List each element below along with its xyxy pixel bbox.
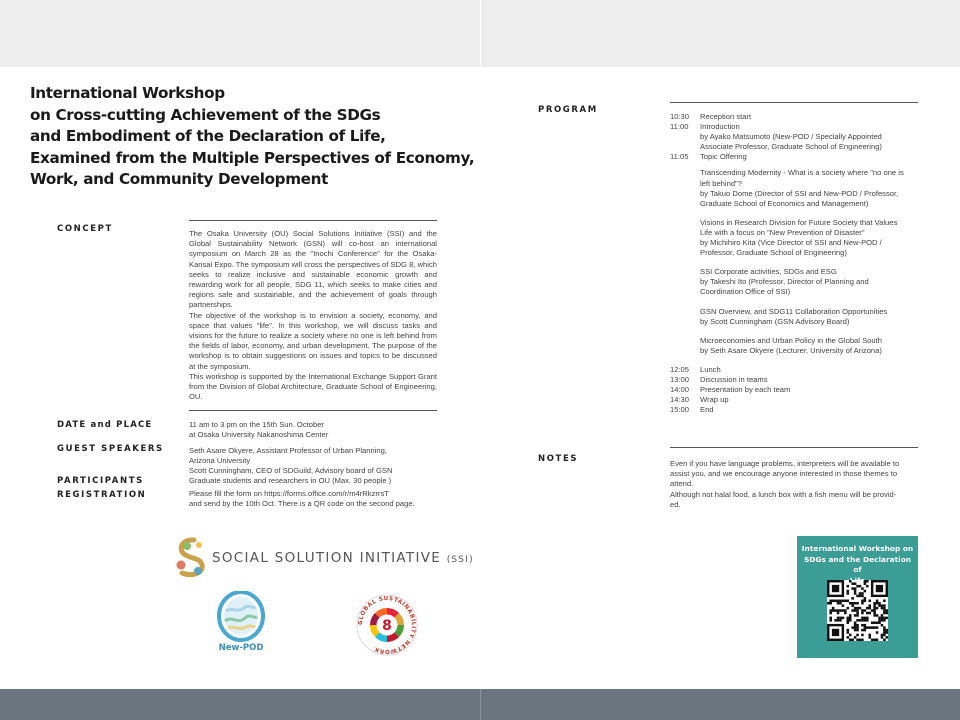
program-item (670, 375, 930, 385)
concept-paragraph: The Osaka University (OU) Social Solutions Initiative (SSI) and the Global Sustainability Network (GSN) will co-host an international symposium on March 28 as the "Inochi Conference" for the Osaka-Kansai Expo. The symposium will cross the perspectives of SDG 8, which seeks to realize inclusive and sustainable economic growth and rewarding work for all people, SDG 11, which seeks to make cities and regions safe and sustainable, and the achievement of goals through partnerships. (189, 229, 437, 310)
speaker-line: Arizona University (189, 456, 251, 466)
program-line: Professor, Graduate School of Engineering) (700, 248, 847, 258)
document-title (30, 83, 475, 191)
program-time: 12:05 (670, 364, 690, 374)
program-item (670, 152, 930, 162)
program-line: Topic Offering (700, 152, 747, 162)
program-item (670, 405, 930, 415)
notes-line: assist you, and we encourage anyone interested in those themes to (670, 469, 898, 479)
newpod-logo (212, 591, 270, 659)
program-line: by Ayako Matsumoto (New-POD / Specially Appointed (700, 132, 882, 142)
program-line: Wrap up (700, 395, 729, 405)
concept-body (189, 229, 437, 402)
place-line: at Osaka University Nakanoshima Center (189, 430, 329, 440)
speaker-line: Seth Asare Okyere, Assistant Professor of Urban Planning, (189, 446, 387, 455)
registration-text (189, 489, 459, 509)
notes-line: ed. (670, 499, 681, 509)
title-line: Work, and Community Development (30, 170, 328, 188)
program-time: 11:05 (670, 152, 689, 162)
date-line: 11 am to 3 pm on the 15th Sun. October (189, 420, 324, 429)
program-item (670, 395, 930, 405)
qr-code[interactable] (827, 580, 888, 641)
program-line: End (700, 405, 714, 415)
program-description (700, 375, 930, 385)
program-item (670, 385, 930, 395)
registration-line: and send by the 10th Oct. There is a QR code on the second page. (189, 499, 415, 509)
program-item (670, 307, 930, 327)
qr-card (797, 536, 918, 658)
program-time: 14:30 (670, 395, 690, 405)
gsn-number: 8 (382, 618, 392, 634)
program-line: Discussion in teams (700, 374, 768, 384)
notes-line: attend. (670, 479, 694, 489)
title-line: and Embodiment of the Declaration of Life, (30, 127, 386, 145)
program-line: by Scott Cunningham (GSN Advisory Board) (700, 316, 850, 326)
program-description (700, 267, 930, 297)
qr-title-line: International Workshop on (801, 544, 914, 553)
ssi-wordmark (212, 550, 474, 566)
program-description (700, 395, 930, 405)
title-line: on Cross-cutting Achievement of the SDGs (30, 105, 381, 124)
participants-text: Graduate students and researchers in OU (Max. 30 people ) (189, 476, 392, 485)
ssi-name: SOCIAL SOLUTION INITIATIVE (212, 550, 442, 566)
program-line: Reception start (700, 112, 752, 121)
notes-rule (670, 447, 918, 448)
newpod-label: New-POD (218, 643, 264, 653)
notes-line: Although not halal food, a lunch box with a fish menu will be provid- (670, 489, 897, 499)
program-line: Lunch (700, 364, 721, 374)
program-description (700, 385, 930, 395)
notes-label: NOTES (538, 454, 579, 464)
program-item (670, 168, 930, 208)
program-item (670, 218, 930, 258)
program-item (670, 336, 930, 356)
registration-line: Please fill the form on https://forms.office.com/r/m4rRkzrrsT (189, 489, 389, 498)
date-place-text (189, 420, 449, 440)
program-item (670, 365, 930, 375)
program-line: by Takeshi Ito (Professor, Director of Planning and (700, 277, 869, 287)
concept-label: CONCEPT (57, 224, 113, 234)
program-line: Introduction (700, 122, 740, 132)
title-line: International Workshop (30, 84, 225, 102)
program-schedule (670, 112, 930, 415)
program-line: Visions in Research Division for Future Society that Values (700, 217, 898, 227)
qr-title-line: SDGs and the Declaration of (803, 554, 912, 574)
program-time: 10:30 (670, 112, 690, 121)
guest-speakers-text (189, 446, 449, 477)
program-description (700, 122, 930, 152)
page-divider-bottom (480, 689, 481, 720)
program-line: Coordination Office of SSI) (700, 287, 791, 297)
program-item (670, 112, 930, 122)
program-item (670, 122, 930, 152)
program-line: GSN Overview, and SDG11 Collaboration Opportunities (700, 306, 888, 316)
date-rule (189, 410, 437, 411)
program-description (700, 152, 930, 162)
program-description (700, 218, 930, 258)
program-line: Associate Professor, Graduate School of Engineering) (700, 142, 882, 152)
program-item (670, 267, 930, 297)
speaker-line: Scott Cunningham, CEO of SDGuild, Advisory board of GSN (189, 466, 393, 476)
registration-label: REGISTRATION (57, 490, 147, 500)
program-line: Microeconomies and Urban Policy in the Global South (700, 335, 882, 345)
program-line: Graduate School of Economics and Management) (700, 198, 869, 208)
newpod-emblem-icon (212, 591, 270, 643)
program-description (700, 307, 930, 327)
guest-speakers-label: GUEST SPEAKERS (57, 444, 164, 454)
concept-paragraph: The objective of the workshop is to envision a society, economy, and space that values "life". In this workshop, we will discuss tasks and visions for the future to realize a society where no one is left behind from the fields of labor, economy, and urban development. The purpose of the workshop is to obtain suggestions on issues and topics to be discussed at the symposium. (189, 310, 437, 371)
program-description (700, 112, 930, 122)
participants-label: PARTICIPANTS (57, 476, 144, 486)
notes-text (670, 459, 930, 510)
program-line: by Seth Asare Okyere (Lecturer, University of Arizona) (700, 345, 882, 355)
qr-code-icon (827, 580, 888, 641)
program-line: by Michihiro Kita (Vice Director of SSI and New-POD / (700, 238, 882, 248)
program-line: SSI Corporate activities, SDGs and ESG (700, 267, 837, 277)
program-label: PROGRAM (538, 105, 598, 115)
ssi-logo (172, 535, 474, 579)
date-place-label: DATE and PLACE (57, 420, 153, 430)
concept-rule (189, 220, 437, 221)
program-line: left behind"? (700, 178, 742, 188)
program-line: Transcending Modernity - What is a society where "no one is (700, 168, 904, 178)
ssi-emblem-icon (172, 535, 212, 579)
notes-line: Even if you have language problems, interpreters will be available to (670, 459, 900, 468)
gsn-logo (356, 594, 418, 656)
program-rule (670, 102, 918, 103)
program-time: 15:00 (670, 405, 690, 415)
program-description (700, 365, 930, 375)
program-line: Presentation by each team (700, 385, 791, 395)
program-description (700, 405, 930, 415)
program-line: by Takuo Dome (Director of SSI and New-POD / Professor, (700, 188, 899, 198)
gsn-ring-text: GLOBAL SUSTAINABILITY NETWORK (357, 595, 417, 655)
program-time: 14:00 (670, 385, 690, 395)
program-description (700, 336, 930, 356)
program-description (700, 168, 930, 208)
ssi-abbr: (SSI) (446, 555, 474, 565)
program-time: 11:00 (670, 122, 689, 132)
page-divider (480, 0, 481, 67)
concept-paragraph: This workshop is supported by the International Exchange Support Grant from the Division of Global Architecture, Graduate School of Engineering, OU. (189, 371, 437, 402)
gsn-emblem-icon (356, 594, 418, 656)
title-line: Examined from the Multiple Perspectives of Economy, (30, 148, 475, 167)
program-line: Life with a focus on "New Prevention of Disaster" (700, 227, 865, 237)
program-time: 13:00 (670, 374, 690, 384)
